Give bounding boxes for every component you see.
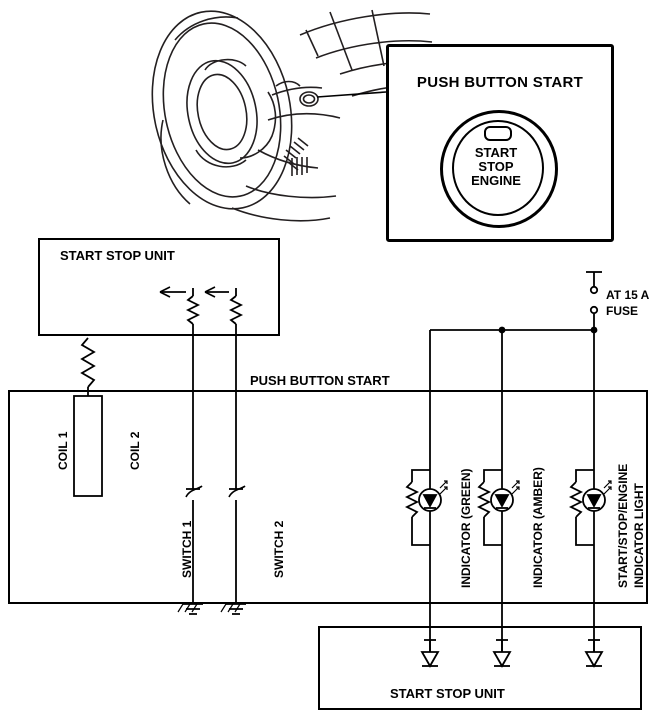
- button-label-engine: ENGINE: [471, 173, 521, 188]
- label-coil-2: COIL 2: [128, 431, 142, 470]
- label-switch-1: SWITCH 1: [180, 520, 194, 578]
- push-button-start-box: [8, 390, 648, 604]
- label-start-stop-engine-light-line2: INDICATOR LIGHT: [632, 483, 646, 588]
- label-coil-1: COIL 1: [56, 431, 70, 470]
- button-label-start: START: [474, 145, 518, 160]
- start-stop-button-indicator-slot: [484, 126, 512, 141]
- start-stop-button-label: [452, 146, 540, 188]
- callout-header: PUSH BUTTON START: [416, 74, 584, 91]
- push-button-start-box-label: PUSH BUTTON START: [246, 373, 394, 388]
- start-stop-unit-top-label: START STOP UNIT: [60, 248, 175, 263]
- label-fuse-line2: FUSE: [606, 304, 639, 318]
- label-start-stop-engine-light-line1: START/STOP/ENGINE: [616, 463, 630, 588]
- label-indicator-green: INDICATOR (GREEN): [459, 468, 473, 588]
- button-label-stop: STOP: [478, 159, 514, 174]
- start-stop-unit-bottom-label: START STOP UNIT: [390, 686, 505, 701]
- callout-leader-line: [317, 92, 386, 97]
- label-switch-2: SWITCH 2: [272, 520, 286, 578]
- label-indicator-amber: INDICATOR (AMBER): [531, 467, 545, 588]
- label-fuse-line1: AT 15 A: [606, 288, 650, 302]
